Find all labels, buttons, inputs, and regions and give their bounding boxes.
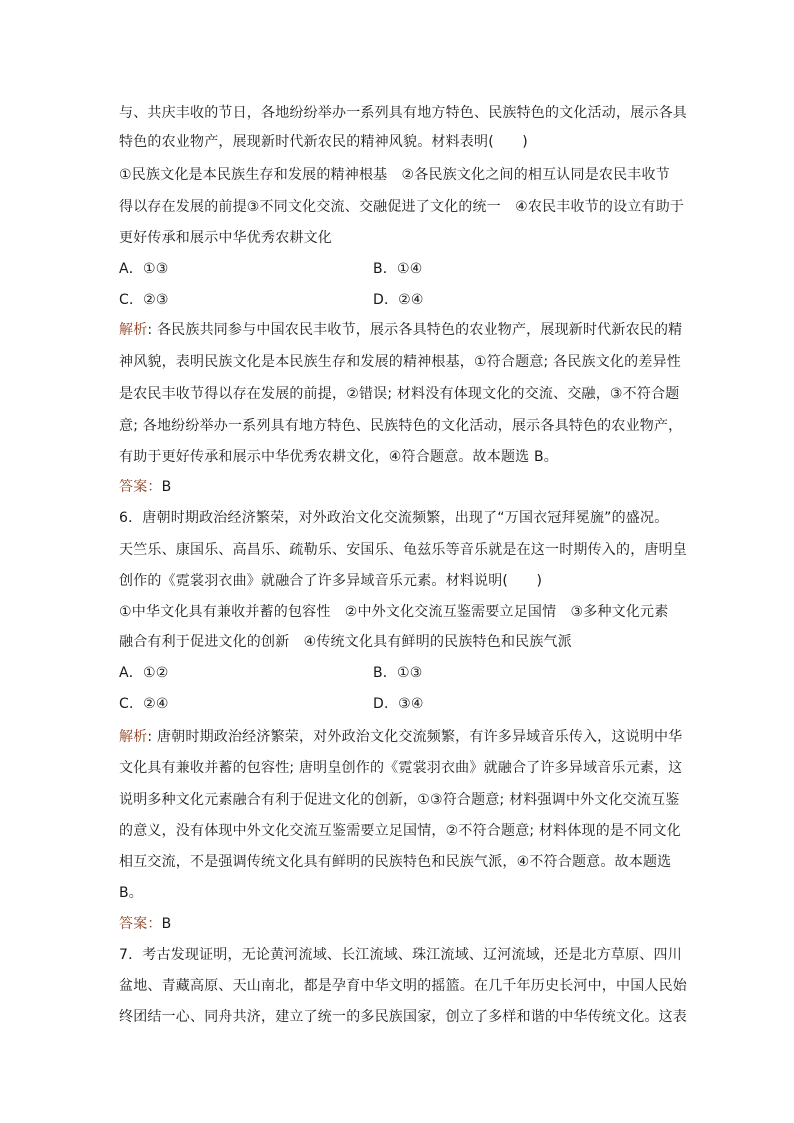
- q6-analysis-line-1: [119, 727, 682, 747]
- q6-analysis-line-3: 说明多种文化元素融合有利于促进文化的创新，①③符合题意; 材料强调中外文化交流互鉴: [119, 792, 680, 808]
- q6-answer-value: B: [161, 916, 172, 932]
- q5-option-d: D．②④: [373, 292, 424, 308]
- q5-analysis-line-5: 有助于更好传承和展示中华优秀农耕文化，④符合题意。故本题选 B。: [119, 449, 559, 465]
- q6-option-b: B．①③: [373, 665, 423, 681]
- q6-option-a: A．①②: [119, 665, 169, 681]
- q5-statement-line-1: ①民族文化是本民族生存和发展的精神根基 ②各民族文化之间的相互认同是农民丰收节: [119, 167, 670, 183]
- q5-statement-line-2: 得以存在发展的前提③不同文化交流、交融促进了文化的统一 ④农民丰收节的设立有助于: [119, 199, 685, 215]
- q5-statement-line-3: 更好传承和展示中华优秀农耕文化: [119, 230, 332, 246]
- q6-analysis-line-5: 相互交流，不是强调传统文化具有鲜明的民族特色和民族气派，④不符合题意。故本题选: [119, 854, 672, 870]
- q6-option-d: D．③④: [373, 696, 424, 712]
- q6-analysis-line-4: 的意义，没有体现中外文化交流互鉴需要立足国情，②不符合题意; 材料体现的是不同文化: [119, 823, 681, 839]
- q6-answer-label: 答案：: [119, 916, 162, 932]
- q5-option-b: B．①④: [373, 261, 423, 277]
- q5-analysis-line-2: 神风貌，表明民族文化是本民族生存和发展的精神根基，①符合题意; 各民族文化的差异性: [119, 354, 681, 370]
- q5-analysis-line-4: 意; 各地纷纷举办一系列具有地方特色、民族特色的文化活动，展示各具特色的农业物产，: [119, 418, 683, 434]
- q6-stem-line-3: 创作的《霓裳羽衣曲》就融合了许多异域音乐元素。材料说明( ): [119, 573, 543, 589]
- q5-analysis-line-1: [119, 320, 682, 340]
- q6-answer: [119, 914, 171, 934]
- q5-stem-line-1: 与、共庆丰收的节日，各地纷纷举办一系列具有地方特色、民族特色的文化活动，展示各具: [119, 105, 687, 121]
- q5-answer-label: 答案：: [119, 479, 162, 495]
- q6-analysis-line-2: 文化具有兼收并蓄的包容性; 唐明皇创作的《霓裳羽衣曲》就融合了许多异域音乐元素，这: [119, 760, 683, 776]
- q5-stem-line-2: 特色的农业物产，展现新时代新农民的精神风貌。材料表明( ): [119, 134, 528, 150]
- q6-stem-line-2: 天竺乐、康国乐、高昌乐、疏勒乐、安国乐、龟兹乐等音乐就是在这一时期传入的，唐明皇: [119, 542, 687, 558]
- q5-option-c: C．②③: [119, 292, 169, 308]
- q7-stem-line-2: 盆地、青藏高原、天山南北，都是孕育中华文明的摇篮。在几千年历史长河中，中国人民始: [119, 978, 687, 994]
- q6-analysis-text-1: : 唐朝时期政治经济繁荣，对外政治文化交流频繁，有许多异域音乐传入，这说明中华: [147, 729, 683, 745]
- q5-analysis-label: 解析: [119, 322, 148, 338]
- q5-answer-value: B: [161, 479, 172, 495]
- q5-analysis-line-3: 是农民丰收节得以存在发展的前提，②错误; 材料没有体现文化的交流、交融，③不符合题: [119, 386, 680, 402]
- q6-option-c: C．②④: [119, 696, 169, 712]
- q6-stem-line-1: 6．唐朝时期政治经济繁荣，对外政治文化交流频繁，出现了“万国衣冠拜冕旒”的盛况。: [119, 510, 669, 526]
- q5-option-a: A．①③: [119, 261, 169, 277]
- q6-analysis-label: 解析: [119, 729, 148, 745]
- q6-analysis-line-6: B。: [119, 885, 144, 901]
- q6-statement-line-2: 融合有利于促进文化的创新 ④传统文化具有鲜明的民族特色和民族气派: [119, 634, 572, 650]
- q6-statement-line-1: ①中华文化具有兼收并蓄的包容性 ②中外文化交流互鉴需要立足国情 ③多种文化元素: [119, 604, 669, 620]
- q5-analysis-text-1: : 各民族共同参与中国农民丰收节，展示各具特色的农业物产，展现新时代新农民的精: [147, 322, 683, 338]
- q7-stem-line-3: 终团结一心、同舟共济，建立了统一的多民族国家，创立了多样和谐的中华传统文化。这表: [119, 1009, 687, 1025]
- q5-answer: [119, 477, 171, 497]
- q7-stem-line-1: 7．考古发现证明，无论黄河流域、长江流域、珠江流域、辽河流域，还是北方草原、四川: [119, 947, 682, 963]
